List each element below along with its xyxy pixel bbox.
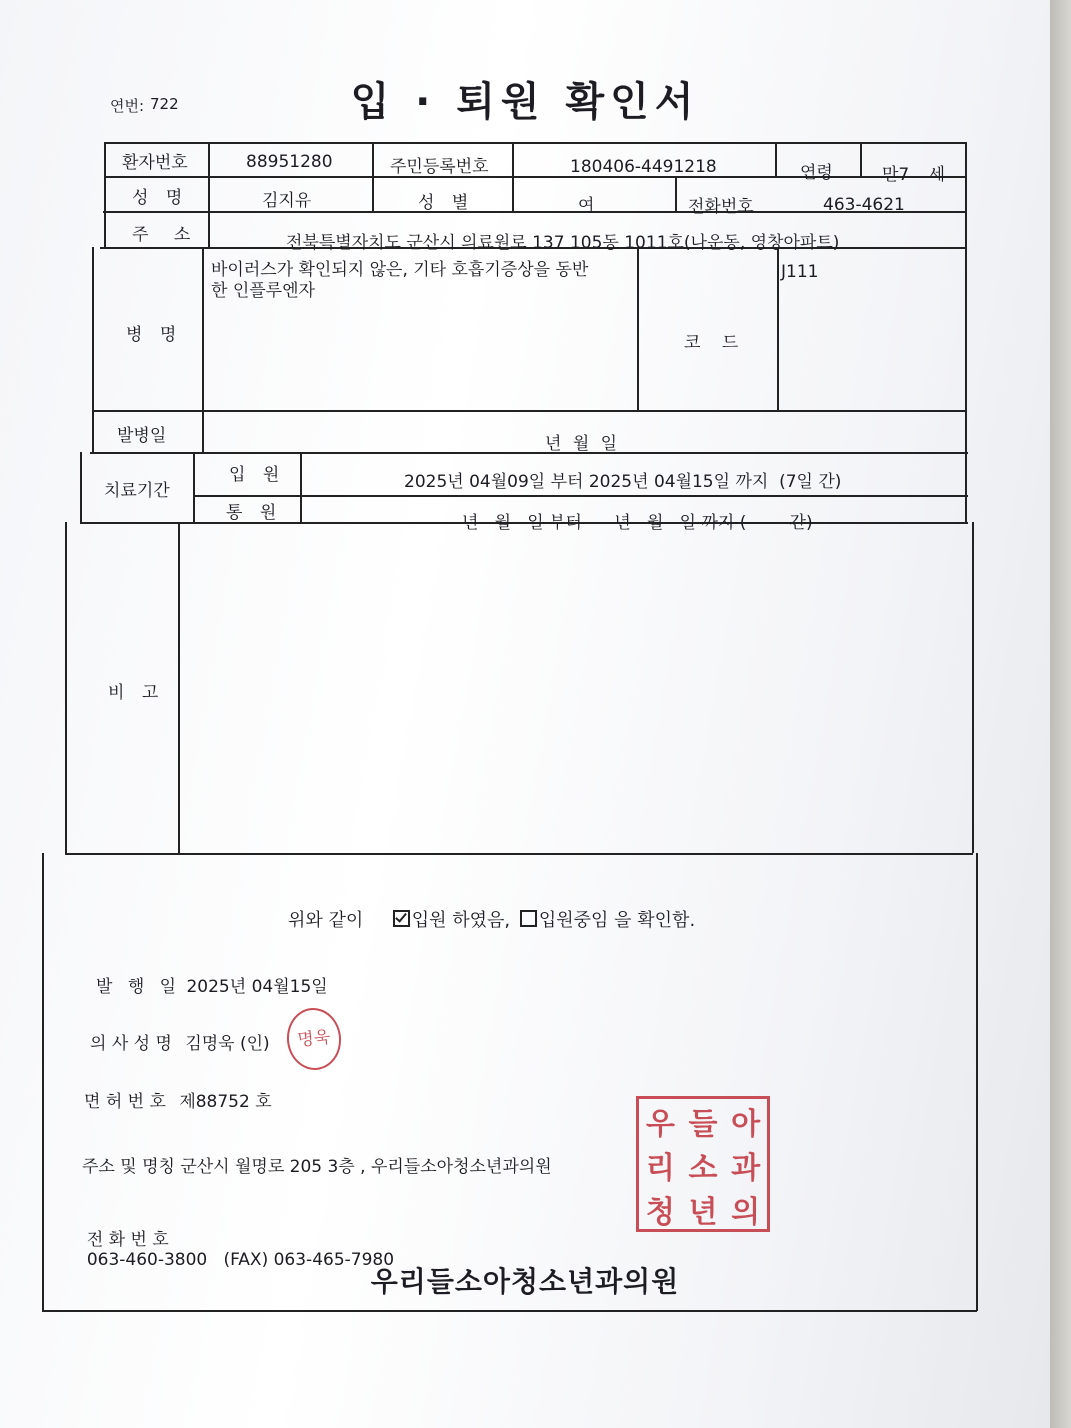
age-unit: 세 bbox=[928, 165, 946, 185]
outpatient-label: 통 원 bbox=[226, 503, 283, 523]
phone-label: 전화번호 bbox=[688, 197, 754, 217]
code-value: J111 bbox=[781, 262, 819, 282]
license-row bbox=[84, 1087, 272, 1112]
clinic-address-label: 주소 및 명칭 bbox=[82, 1157, 175, 1177]
treatment-label: 치료기간 bbox=[104, 481, 170, 501]
issue-date-row bbox=[96, 972, 328, 997]
serial-label: 연번: bbox=[110, 97, 145, 115]
rrn-label: 주민등록번호 bbox=[390, 157, 489, 177]
inpatient-label: 입 원 bbox=[229, 465, 286, 485]
clinic-phone-value: 063-460-3800 (FAX) 063-465-7980 bbox=[86, 1250, 395, 1270]
document-title: 입 · 퇴원 확인서 bbox=[350, 79, 700, 125]
age-label: 연령 bbox=[800, 163, 833, 183]
diagnosis-text-line2: 한 인플루엔자 bbox=[211, 281, 315, 301]
clinic-address-row bbox=[82, 1152, 552, 1177]
remarks-label: 비 고 bbox=[108, 683, 165, 703]
doctor-seal-stamp: 명욱 bbox=[284, 1005, 344, 1072]
address-label: 주 소 bbox=[132, 225, 201, 245]
confirmation-suffix: 을 확인함. bbox=[614, 910, 696, 931]
onset-label: 발병일 bbox=[117, 426, 167, 446]
onset-value: 년 월 일 bbox=[545, 434, 621, 454]
confirmation-line bbox=[288, 906, 695, 932]
sex-value: 여 bbox=[578, 196, 595, 216]
license-number: 제88752 호 bbox=[179, 1092, 272, 1112]
license-label: 면 허 번 호 bbox=[84, 1092, 166, 1112]
doctor-label: 의 사 성 명 bbox=[90, 1034, 172, 1054]
name-value: 김지유 bbox=[262, 191, 312, 211]
serial-number: 722 bbox=[150, 95, 179, 113]
age-prefix: 만7 bbox=[882, 165, 910, 185]
code-label: 코 드 bbox=[684, 333, 747, 353]
clinic-name-footer: 우리들소아청소년과의원 bbox=[370, 1265, 680, 1298]
background-surface bbox=[1050, 0, 1071, 1428]
clinic-seal-stamp: 우 들 아 리 소 과 청 년 의 bbox=[636, 1096, 770, 1232]
inpatient-period: 2025년 04월09일 부터 2025년 04월15일 까지 (7일 간) bbox=[404, 472, 842, 492]
age-value bbox=[882, 160, 945, 185]
outpatient-period: 년 월 일 부터 년 월 일 까지 ( 간) bbox=[462, 513, 813, 533]
issue-date-label: 발 행 일 bbox=[96, 977, 182, 997]
sex-label: 성 별 bbox=[418, 193, 475, 213]
admitted-checkbox-checked[interactable] bbox=[393, 910, 410, 927]
diagnosis-label: 병 명 bbox=[126, 325, 183, 345]
patient-id-label: 환자번호 bbox=[122, 153, 188, 173]
phone-value: 463-4621 bbox=[823, 195, 905, 215]
option-inpatient: 입원중임 bbox=[538, 910, 609, 931]
diagnosis-text-line1: 바이러스가 확인되지 않은, 기타 호흡기증상을 동반 bbox=[211, 260, 589, 280]
address-value: 전북특별자치도 군산시 의료원로 137 105동 1011호(나운동, 영창아파트) bbox=[286, 233, 840, 253]
confirmation-prefix: 위와 같이 bbox=[288, 910, 364, 931]
clinic-phone-label: 전 화 번 호 bbox=[86, 1230, 169, 1250]
name-label: 성 명 bbox=[132, 188, 189, 208]
rrn-value: 180406-4491218 bbox=[570, 157, 717, 177]
doctor-name: 김명욱 (인) bbox=[185, 1034, 270, 1054]
clinic-address-value: 군산시 월명로 205 3층 , 우리들소아청소년과의원 bbox=[180, 1157, 552, 1177]
patient-id-value: 88951280 bbox=[246, 152, 333, 172]
doctor-row bbox=[90, 1029, 270, 1054]
option-admitted: 입원 하였음, bbox=[411, 910, 511, 931]
issue-date-value: 2025년 04월15일 bbox=[186, 977, 328, 997]
inpatient-checkbox-unchecked[interactable] bbox=[520, 910, 537, 927]
